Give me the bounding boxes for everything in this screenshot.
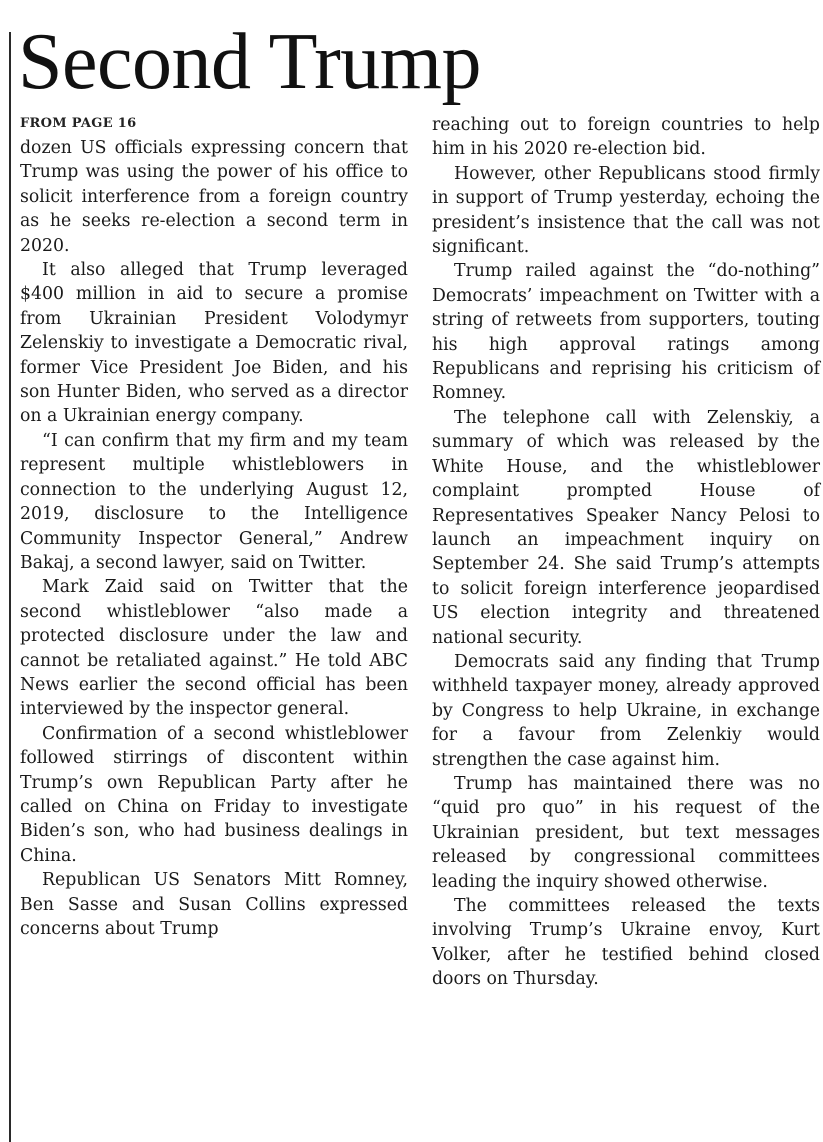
continuation-kicker: FROM PAGE 16 [20, 116, 137, 131]
paragraph: Confirmation of a second whistleblower followed stirrings of discontent within Trump’s own Republican Party after he called on China on Friday to investigate Biden’s son, who had business dealings in China. [20, 723, 408, 866]
paragraph: Trump has maintained there was no “quid pro quo” in his request of the Ukrainian president, but text messages released by congressional committees leading the inquiry showed otherwise. [432, 773, 820, 892]
paragraph: The committees released the texts involving Trump’s Ukraine envoy, Kurt Volker, after he testified behind closed doors on Thursday. [432, 896, 820, 990]
article-column-left [20, 113, 408, 941]
paragraph: “I can confirm that my firm and my team represent multiple whistleblowers in connection to the underlying August 12, 2019, disclosure to the Intelligence Community Inspector General,” Andrew Bakaj, a second lawyer, said on Twitter. [20, 430, 408, 573]
article-column-right [432, 113, 820, 992]
paragraph: Mark Zaid said on Twitter that the second whistleblower “also made a protected disclosure under the law and cannot be retaliated against.” He told ABC News earlier the second official has been interviewed by the inspector general. [20, 577, 408, 720]
paragraph: Trump railed against the “do-nothing” Democrats’ impeachment on Twitter with a string of retweets from supporters, touting his high approval ratings among Republicans and reprising his criticism of Romney. [432, 261, 820, 404]
paragraph: dozen US officials expressing concern that Trump was using the power of his office to solicit interference from a foreign country as he seeks re-election a second term in 2020. [20, 138, 408, 256]
paragraph: Republican US Senators Mitt Romney, Ben Sasse and Susan Collins expressed concerns about Trump [20, 870, 408, 939]
paragraph: However, other Republicans stood firmly in support of Trump yesterday, echoing the president’s insistence that the call was not significant. [432, 163, 820, 258]
paragraph: reaching out to foreign countries to help him in his 2020 re-election bid. [432, 115, 820, 160]
column-rule [9, 32, 11, 1142]
paragraph: Democrats said any finding that Trump withheld taxpayer money, already approved by Congress to help Ukraine, in exchange for a favour from Zelenkiy would strengthen the case against him. [432, 651, 820, 770]
paragraph: The telephone call with Zelenskiy, a summary of which was released by the White House, and the whistleblower complaint prompted House of Representatives Speaker Nancy Pelosi to launch an impeachment inquiry on September 24. She said Trump’s attempts to solicit foreign interference jeopardised US election integrity and threatened national security. [432, 407, 820, 648]
paragraph: It also alleged that Trump leveraged $400 million in aid to secure a promise from Ukrainian President Volodymyr Zelenskiy to investigate a Democratic rival, former Vice President Joe Biden, and his son Hunter Biden, who served as a director on a Ukrainian energy company. [20, 260, 408, 427]
headline: Second Trump [18, 18, 481, 106]
